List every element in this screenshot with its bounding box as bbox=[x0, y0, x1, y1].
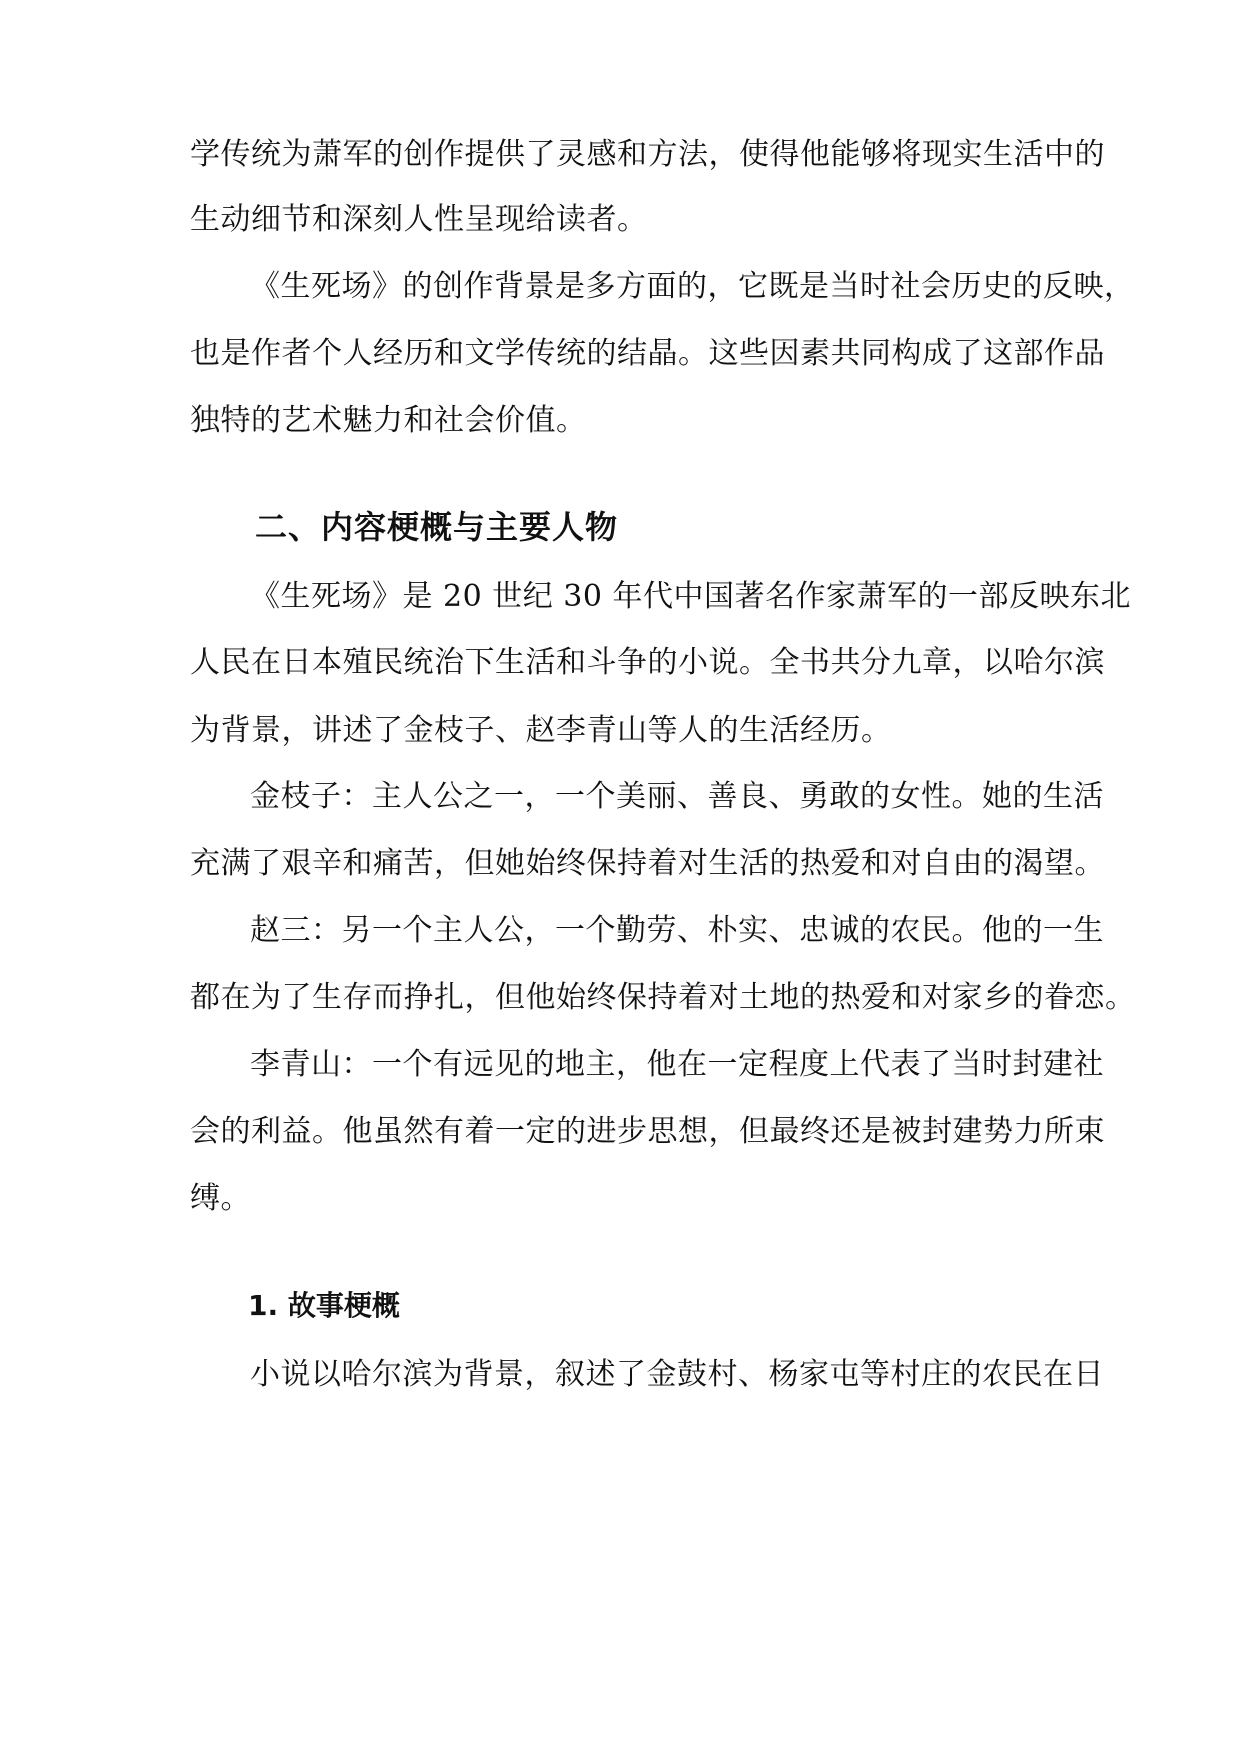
paragraph-line: 金枝子：主人公之一，一个美丽、善良、勇敢的女性。她的生活 bbox=[250, 779, 1104, 814]
paragraph-line: 学传统为萧军的创作提供了灵感和方法，使得他能够将现实生活中的 bbox=[190, 137, 1105, 172]
paragraph-line: 《生死场》的创作背景是多方面的，它既是当时社会历史的反映， bbox=[250, 269, 1135, 304]
paragraph-line: 都在为了生存而挣扎，但他始终保持着对土地的热爱和对家乡的眷恋。 bbox=[190, 980, 1136, 1015]
paragraph-line: 会的利益。他虽然有着一定的进步思想，但最终还是被封建势力所束 bbox=[190, 1114, 1105, 1149]
paragraph-line: 人民在日本殖民统治下生活和斗争的小说。全书共分九章，以哈尔滨 bbox=[190, 645, 1105, 680]
paragraph-line: 为背景，讲述了金枝子、赵李青山等人的生活经历。 bbox=[190, 713, 892, 748]
paragraph-line: 李青山：一个有远见的地主，他在一定程度上代表了当时封建社 bbox=[250, 1047, 1104, 1082]
paragraph-line: 小说以哈尔滨为背景，叙述了金鼓村、杨家屯等村庄的农民在日 bbox=[250, 1357, 1104, 1392]
paragraph-line: 《生死场》是 20 世纪 30 年代中国著名作家萧军的一部反映东北 bbox=[250, 579, 1131, 614]
paragraph-line: 充满了艰辛和痛苦，但她始终保持着对生活的热爱和对自由的渴望。 bbox=[190, 846, 1105, 881]
paragraph-line: 也是作者个人经历和文学传统的结晶。这些因素共同构成了这部作品 bbox=[190, 336, 1105, 371]
subsection-heading: 1. 故事梗概 bbox=[248, 1289, 400, 1322]
paragraph-line: 生动细节和深刻人性呈现给读者。 bbox=[190, 202, 648, 237]
section-heading: 二、内容梗概与主要人物 bbox=[255, 508, 619, 546]
paragraph-line: 赵三：另一个主人公，一个勤劳、朴实、忠诚的农民。他的一生 bbox=[250, 913, 1104, 948]
paragraph-line: 缚。 bbox=[190, 1181, 251, 1216]
paragraph-line: 独特的艺术魅力和社会价值。 bbox=[190, 403, 587, 438]
